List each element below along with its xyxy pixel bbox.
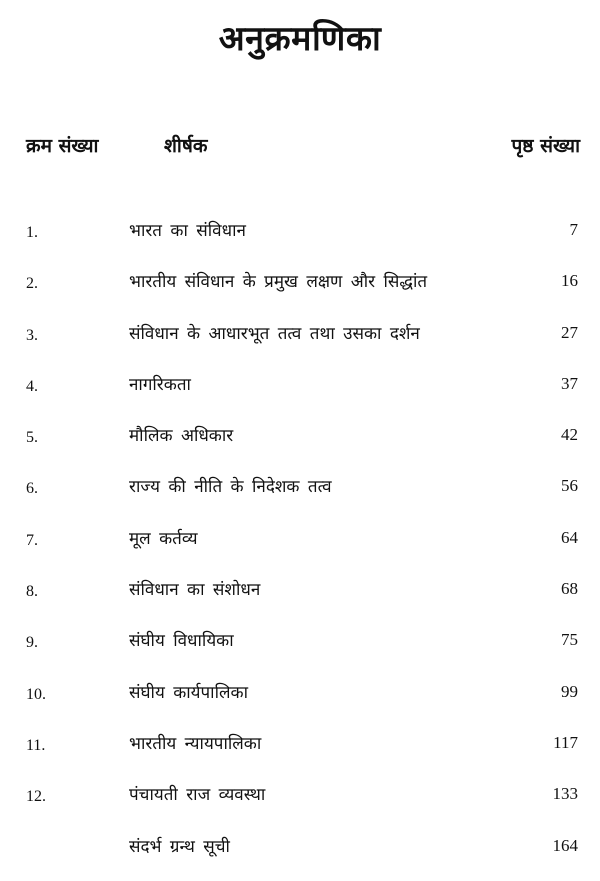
entry-title: संघीय विधायिका xyxy=(129,631,234,652)
entry-number: 3. xyxy=(26,326,38,344)
entry-number: 4. xyxy=(26,377,38,395)
entry-number: 2. xyxy=(26,275,38,293)
entry-page: 42 xyxy=(561,425,578,445)
toc-entry xyxy=(0,368,600,419)
toc-entry xyxy=(0,624,600,675)
entry-page: 27 xyxy=(561,322,578,342)
entry-page: 64 xyxy=(561,527,578,547)
toc-entry xyxy=(0,573,600,624)
toc-entry xyxy=(0,265,600,316)
entry-number: 11. xyxy=(26,736,46,754)
toc-entry xyxy=(0,778,600,829)
entry-page: 75 xyxy=(561,630,578,650)
entry-number: 10. xyxy=(26,685,46,703)
entry-page: 56 xyxy=(561,476,578,496)
toc-entry xyxy=(0,317,600,368)
toc-entry xyxy=(0,214,600,265)
entry-number: 12. xyxy=(26,788,46,806)
entry-page: 133 xyxy=(552,784,578,804)
entry-title: मौलिक अधिकार xyxy=(129,426,234,447)
toc-entry xyxy=(0,727,600,778)
entry-title: भारत का संविधान xyxy=(129,221,246,241)
entry-number: 9. xyxy=(26,634,38,652)
entry-title: संविधान का संशोधन xyxy=(129,580,261,601)
entry-title: मूल कर्तव्य xyxy=(129,528,198,549)
toc-entry xyxy=(0,676,600,727)
header-page-number: पृष्ठ संख्या xyxy=(511,135,580,157)
entry-page: 117 xyxy=(553,732,578,752)
entry-title: संघीय कार्यपालिका xyxy=(129,682,248,703)
entry-title: नागरिकता xyxy=(129,374,191,395)
entry-title: भारतीय न्यायपालिका xyxy=(129,733,262,754)
entry-number: 6. xyxy=(26,480,38,498)
entry-title: संविधान के आधारभूत तत्व तथा उसका दर्शन xyxy=(129,323,420,344)
entry-title: पंचायती राज व्यवस्था xyxy=(129,785,266,806)
entry-page: 37 xyxy=(561,373,578,393)
header-serial-number: क्रम संख्या xyxy=(26,135,99,157)
entry-page: 164 xyxy=(552,835,578,855)
entry-title: भारतीय संविधान के प्रमुख लक्षण और सिद्धांत xyxy=(129,272,428,293)
toc-entry xyxy=(0,419,600,470)
entry-page: 7 xyxy=(569,220,578,239)
page-title: अनुक्रमणिका xyxy=(218,19,382,59)
entry-number: 5. xyxy=(26,429,38,447)
toc-entry xyxy=(0,522,600,573)
toc-entry-bibliography xyxy=(0,830,600,881)
entry-title: राज्य की नीति के निदेशक तत्व xyxy=(129,477,332,498)
table-of-contents xyxy=(0,214,600,881)
entry-page: 16 xyxy=(561,271,578,291)
toc-entry xyxy=(0,470,600,521)
entry-number: 8. xyxy=(26,583,38,601)
header-title: शीर्षक xyxy=(164,135,208,157)
entry-title: संदर्भ ग्रन्थ सूची xyxy=(129,836,230,857)
entry-number: 1. xyxy=(26,224,38,241)
entry-page: 68 xyxy=(561,579,578,599)
entry-page: 99 xyxy=(561,681,578,701)
column-headers xyxy=(0,132,600,162)
entry-number: 7. xyxy=(26,531,38,549)
